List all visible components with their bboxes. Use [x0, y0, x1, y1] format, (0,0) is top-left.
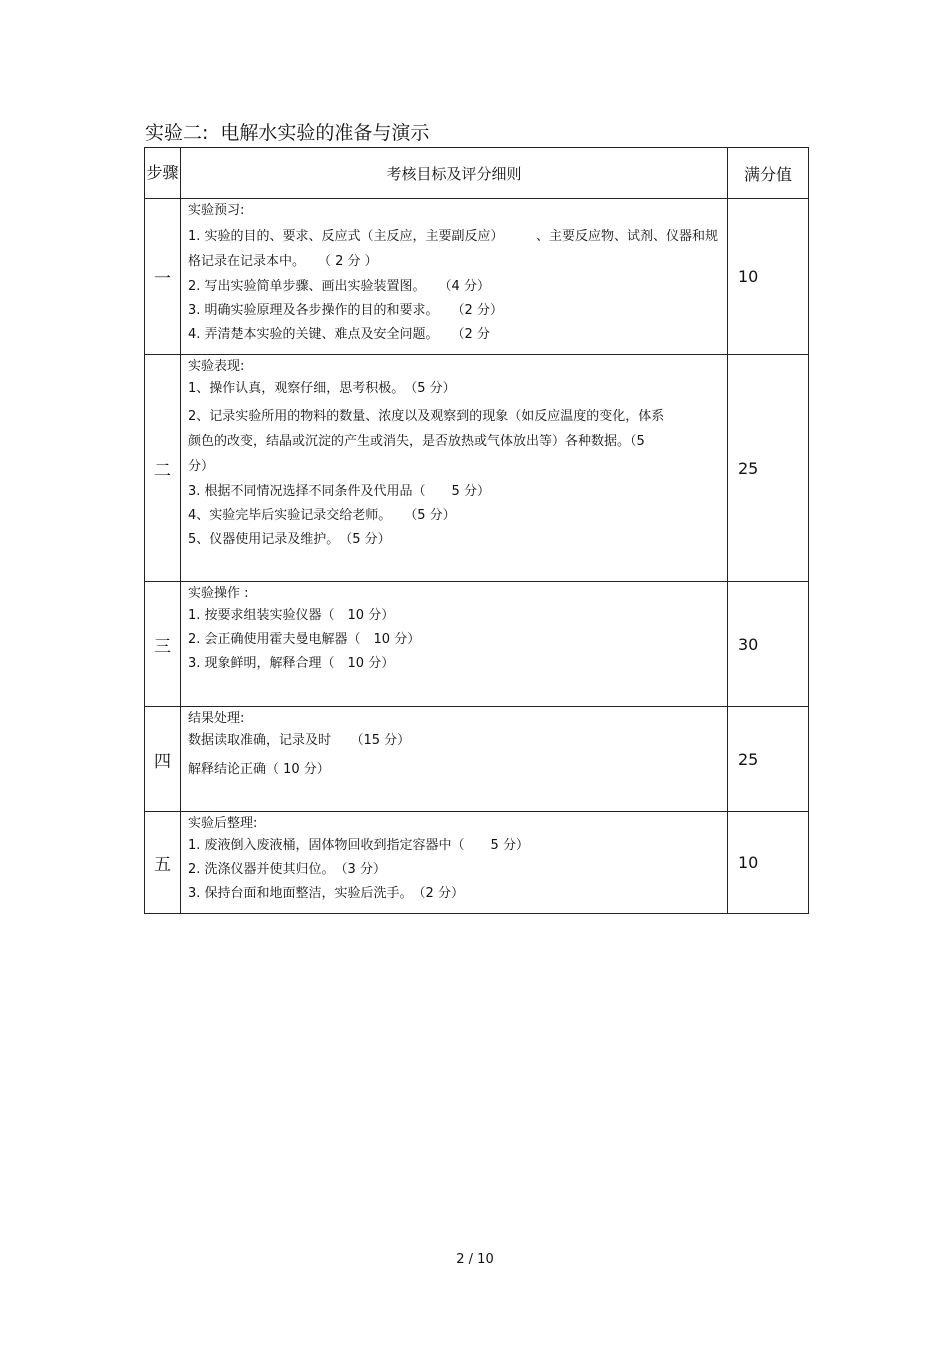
criteria-line: 3. 根据不同情况选择不同条件及代用品（ 5 分） — [188, 484, 490, 499]
criteria-line: 1. 实验的目的、要求、反应式（主反应，主要副反应） 、主要反应物、试剂、仪器和规格记录在记录本中。 （ 2 分 ） — [188, 229, 719, 269]
criteria-cell — [181, 812, 728, 914]
criteria-line: 数据读取准确，记录及时 （15 分） — [188, 733, 411, 748]
criteria-heading: 实验操作 : — [188, 586, 249, 601]
criteria-line: 2. 会正确使用霍夫曼电解器（ 10 分） — [188, 632, 421, 647]
header-score: 满分值 — [728, 148, 809, 199]
page-number: 2 / 10 — [456, 1252, 494, 1267]
score-cell: 25 — [728, 355, 809, 582]
criteria-line: 3. 保持台面和地面整洁，实验后洗手。 （2 分） — [188, 886, 464, 901]
criteria-line: 2. 写出实验简单步骤、画出实验装置图。 （4 分） — [188, 279, 490, 294]
criteria-cell — [181, 199, 728, 355]
title-text: 电解水实验的准备与演示 — [220, 122, 430, 144]
criteria-line: 解释结论正确（ 10 分） — [188, 762, 330, 777]
criteria-cell — [181, 582, 728, 707]
criteria-line: 2、记录实验所用的物料的数量、浓度以及观察到的现象（如反应温度的变化，体系颜色的改变，结晶或沉淀的产生或消失，是否放热或气体放出等）各种数据。（5 分） — [188, 409, 665, 474]
step-cell: 一 — [145, 199, 181, 355]
scoring-table — [144, 147, 809, 914]
table-header-row — [145, 148, 809, 199]
score-cell: 25 — [728, 707, 809, 812]
table-row — [145, 812, 809, 914]
criteria-heading: 实验预习: — [188, 203, 245, 218]
document-title — [145, 118, 429, 145]
table-row — [145, 582, 809, 707]
criteria-line: 5、仪器使用记录及维护。 （5 分） — [188, 532, 391, 547]
score-cell: 30 — [728, 582, 809, 707]
criteria-line: 1. 废液倒入废液桶，固体物回收到指定容器中（ 5 分） — [188, 838, 529, 853]
criteria-heading: 实验后整理: — [188, 816, 258, 831]
criteria-cell — [181, 355, 728, 582]
step-cell: 四 — [145, 707, 181, 812]
table-row — [145, 355, 809, 582]
criteria-line: 2. 洗涤仪器并使其归位。 （3 分） — [188, 862, 386, 877]
criteria-line: 1、操作认真，观察仔细，思考积极。 （5 分） — [188, 381, 456, 396]
step-cell: 三 — [145, 582, 181, 707]
header-step: 步骤 — [145, 148, 181, 199]
criteria-line: 3. 现象鲜明，解释合理（ 10 分） — [188, 656, 395, 671]
step-cell: 五 — [145, 812, 181, 914]
table-row — [145, 707, 809, 812]
criteria-line: 1. 按要求组装实验仪器（ 10 分） — [188, 608, 395, 623]
title-label: 实验二: — [145, 122, 209, 144]
criteria-heading: 结果处理: — [188, 711, 245, 726]
step-cell: 二 — [145, 355, 181, 582]
criteria-heading: 实验表现: — [188, 359, 245, 374]
table-row — [145, 199, 809, 355]
score-cell: 10 — [728, 812, 809, 914]
criteria-line: 4. 弄清楚本实验的关键、难点及安全问题。 （2 分 — [188, 327, 490, 342]
criteria-cell — [181, 707, 728, 812]
criteria-line: 4、实验完毕后实验记录交给老师。 （5 分） — [188, 508, 456, 523]
header-criteria: 考核目标及评分细则 — [181, 148, 728, 199]
score-cell: 10 — [728, 199, 809, 355]
criteria-line: 3. 明确实验原理及各步操作的目的和要求。 （2 分） — [188, 303, 503, 318]
